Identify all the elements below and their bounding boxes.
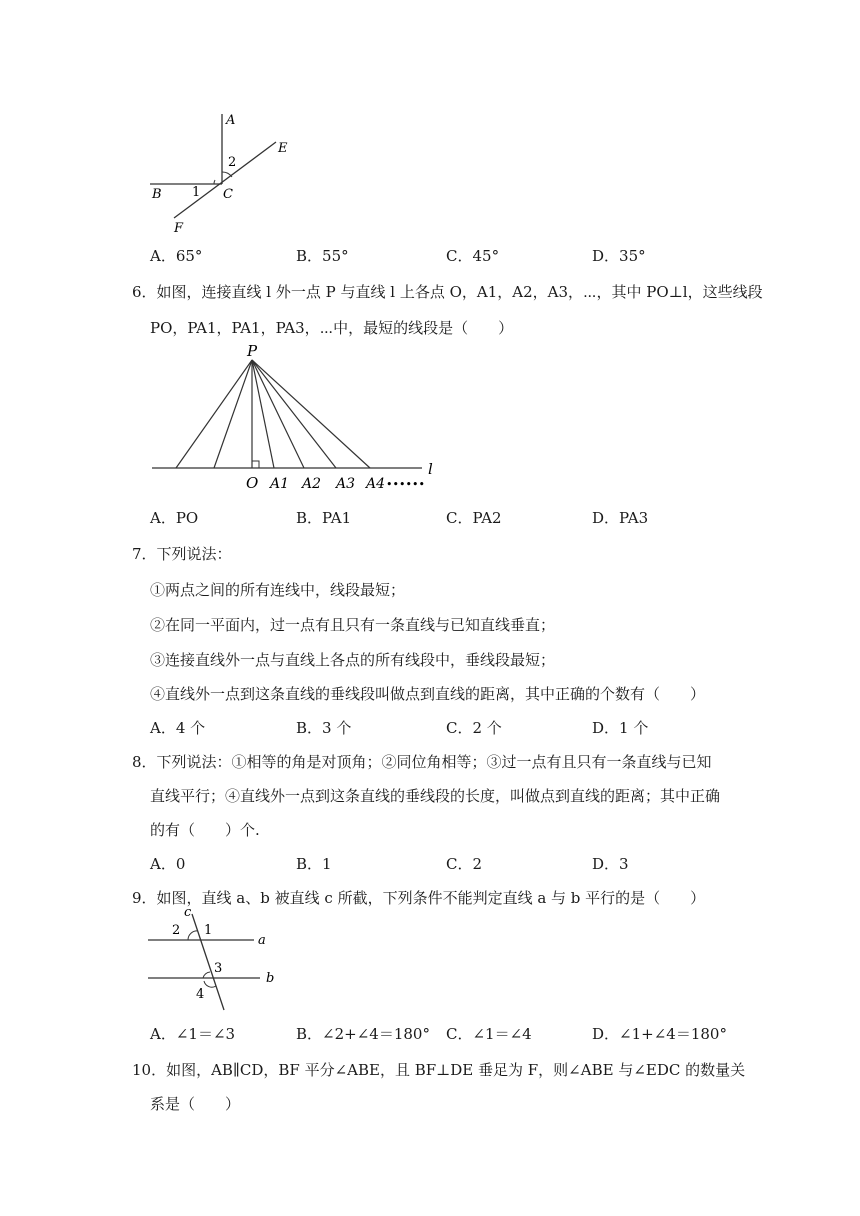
q6-option-b[interactable]: B．PA1 — [296, 509, 352, 527]
q9-label-angle4: 4 — [196, 987, 205, 1002]
q7-option-a[interactable]: A．4 个 — [150, 719, 206, 737]
q5-label-b: B — [152, 187, 162, 202]
q5-option-c[interactable]: C．45° — [446, 247, 500, 265]
q5-label-a: A — [226, 113, 236, 128]
q8-stem-line2: 直线平行；④直线外一点到这条直线的垂线段的长度，叫做点到直线的距离；其中正确 — [150, 787, 721, 805]
q6-label-p: P — [247, 342, 258, 360]
q6-label-l: l — [428, 460, 433, 478]
q7-item-4: ④直线外一点到这条直线的垂线段叫做点到直线的距离，其中正确的个数有（ ） — [150, 685, 706, 703]
q6-option-c[interactable]: C．PA2 — [446, 509, 502, 527]
q6-stem-line2: PO，PA1，PA1，PA3，⋯中，最短的线段是（ ） — [150, 319, 514, 337]
q8-stem-line1: 8．下列说法：①相等的角是对顶角；②同位角相等；③过一点有且只有一条直线与已知 — [132, 753, 712, 771]
q6-label-o: O — [246, 474, 259, 492]
q6-label-a3: A3 — [336, 476, 356, 492]
q6-figure — [148, 340, 438, 500]
q9-label-angle2: 2 — [172, 923, 181, 938]
q6-label-a1: A1 — [270, 476, 290, 492]
q6-stem-line1: 6．如图，连接直线 l 外一点 P 与直线 l 上各点 O，A1，A2，A3，⋯，其中 PO⊥l，这些线段 — [132, 283, 763, 301]
q7-option-d[interactable]: D．1 个 — [592, 719, 649, 737]
q8-option-c[interactable]: C．2 — [446, 855, 483, 873]
q7-item-2: ②在同一平面内，过一点有且只有一条直线与已知直线垂直； — [150, 616, 556, 634]
q5-label-f: F — [174, 221, 184, 236]
q9-label-b: b — [266, 971, 275, 986]
q7-title: 7．下列说法： — [132, 545, 232, 563]
q9-label-angle1: 1 — [204, 923, 213, 938]
q7-item-3: ③连接直线外一点与直线上各点的所有线段中，垂线段最短； — [150, 651, 556, 669]
q5-option-a[interactable]: A．65° — [150, 247, 203, 265]
q6-option-a[interactable]: A．PO — [150, 509, 199, 527]
q9-label-angle3: 3 — [214, 961, 223, 976]
q6-label-a2: A2 — [302, 476, 322, 492]
q8-option-a[interactable]: A．0 — [150, 855, 186, 873]
q5-label-e: E — [278, 141, 288, 156]
q8-option-b[interactable]: B．1 — [296, 855, 332, 873]
q8-option-d[interactable]: D．3 — [592, 855, 629, 873]
q9-stem-line1: 9．如图，直线 a、b 被直线 c 所截，下列条件不能判定直线 a 与 b 平行的是（ ） — [132, 889, 706, 907]
q6-option-d[interactable]: D．PA3 — [592, 509, 649, 527]
q7-option-c[interactable]: C．2 个 — [446, 719, 502, 737]
q9-option-c[interactable]: C．∠1＝∠4 — [446, 1025, 532, 1043]
q6-label-a4: A4 — [366, 476, 386, 492]
q5-label-angle1: 1 — [192, 185, 201, 200]
q9-label-a: a — [258, 933, 266, 948]
q5-figure — [148, 108, 296, 236]
q9-figure — [146, 906, 286, 1014]
q5-option-d[interactable]: D．35° — [592, 247, 646, 265]
q7-option-b[interactable]: B．3 个 — [296, 719, 352, 737]
q10-stem-line1: 10．如图，AB∥CD，BF 平分∠ABE，且 BF⊥DE 垂足为 F，则∠ABE 与∠EDC 的数量关 — [132, 1061, 746, 1079]
q10-stem-line2: 系是（ ） — [150, 1095, 241, 1113]
q9-option-a[interactable]: A．∠1＝∠3 — [150, 1025, 236, 1043]
q9-option-b[interactable]: B．∠2+∠4＝180° — [296, 1025, 430, 1043]
q9-label-c: c — [184, 906, 192, 920]
q5-option-b[interactable]: B．55° — [296, 247, 349, 265]
q9-option-d[interactable]: D．∠1+∠4＝180° — [592, 1025, 727, 1043]
q7-item-1: ①两点之间的所有连线中，线段最短； — [150, 581, 406, 599]
q8-stem-line3: 的有（ ）个. — [150, 821, 260, 839]
q5-label-c: C — [223, 187, 233, 202]
q6-label-dots: •••••• — [386, 478, 425, 491]
q5-label-angle2: 2 — [228, 155, 237, 170]
